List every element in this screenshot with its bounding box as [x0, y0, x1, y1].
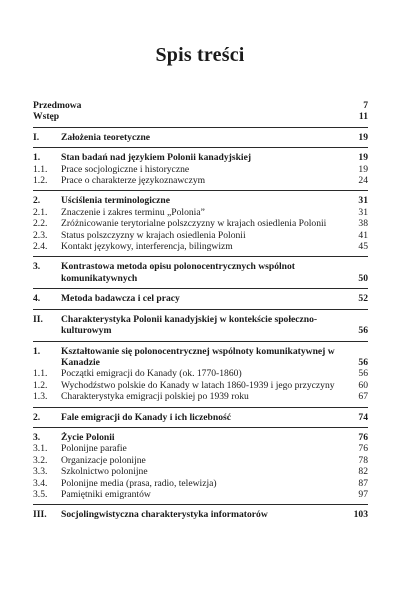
toc-entry-number: 1.1.: [33, 368, 48, 380]
toc-entry-number: 3.: [33, 431, 41, 443]
toc-entry[interactable]: [33, 432, 368, 443]
toc-entry-page: 103: [353, 509, 368, 521]
toc-entry-text: Założenia teoretyczne: [61, 131, 151, 143]
toc-entry[interactable]: [33, 391, 368, 402]
toc-entry-number: 2.: [33, 195, 41, 207]
toc-entry-text: Fale emigracji do Kanady i ich liczebność: [61, 411, 232, 423]
toc-entry-number: III.: [33, 509, 47, 521]
toc-entry-text: Organizacje polonijne: [61, 454, 146, 466]
toc-entry[interactable]: [33, 455, 368, 466]
toc-entry[interactable]: [33, 132, 368, 143]
toc-entry-text: Znaczenie i zakres terminu „Polonia”: [61, 206, 205, 218]
toc-entry[interactable]: [33, 218, 368, 229]
toc-entry-number: 1.2.: [33, 175, 48, 187]
toc-entry-page: 45: [358, 241, 368, 253]
toc-entry-page: 19: [358, 163, 368, 175]
toc-entry[interactable]: [33, 111, 368, 122]
toc-entry-number: 3.5.: [33, 488, 48, 500]
toc-entry-text: Kształtowanie się polonocentrycznej wspólnoty komunikatywnej w Kanadzie: [61, 345, 335, 368]
toc-entry-text: Życie Polonii: [61, 431, 115, 443]
toc-entry-number: 3.4.: [33, 477, 48, 489]
toc-entry-text: Status polszczyzny w krajach osiedlenia Polonii: [61, 229, 246, 241]
toc-entry-text: Prace o charakterze językoznawczym: [61, 175, 206, 187]
toc-entry-number: 2.2.: [33, 218, 48, 230]
toc-entry-number: 4.: [33, 293, 41, 305]
divider: [33, 504, 368, 505]
toc-entry[interactable]: [33, 152, 368, 163]
toc-entry-page: 78: [358, 454, 368, 466]
toc-entry[interactable]: [33, 368, 368, 379]
toc-entry[interactable]: [33, 489, 368, 500]
divider: [33, 190, 368, 191]
toc-entry-number: 3.2.: [33, 454, 48, 466]
toc-entry-text: Pamiętniki emigrantów: [61, 488, 151, 500]
toc-entry-number: 3.1.: [33, 443, 48, 455]
toc-entry-number: I.: [33, 131, 40, 143]
toc-entry-number: II.: [33, 313, 43, 325]
toc-entry-page: 76: [358, 431, 368, 443]
divider: [33, 309, 368, 310]
toc-entry[interactable]: [33, 412, 368, 423]
toc-entry[interactable]: [33, 314, 368, 337]
toc-entry-page: 76: [358, 443, 368, 455]
divider: [33, 256, 368, 257]
divider: [33, 341, 368, 342]
table-of-contents: [33, 100, 368, 521]
divider: [33, 147, 368, 148]
toc-entry-number: 1.: [33, 152, 41, 164]
toc-entry-page: 67: [358, 391, 368, 403]
page-title: Spis treści: [155, 44, 245, 66]
toc-entry-text: Przedmowa: [33, 100, 82, 111]
toc-entry-text: Stan badań nad językiem Polonii kanadyjskiej: [61, 152, 252, 164]
toc-entry-page: 56: [358, 356, 368, 368]
toc-entry-text: Kontrastowa metoda opisu polonocentrycznych wspólnot komunikatywnych: [61, 261, 295, 284]
toc-entry[interactable]: [33, 195, 368, 206]
toc-entry-text: Wstęp: [33, 111, 60, 123]
toc-entry-text: Socjolingwistyczna charakterystyka informatorów: [61, 509, 268, 521]
toc-entry[interactable]: [33, 346, 368, 369]
toc-entry-page: 87: [358, 477, 368, 489]
toc-entry-page: 41: [358, 229, 368, 241]
divider: [33, 427, 368, 428]
toc-entry[interactable]: [33, 100, 368, 111]
toc-entry-number: 1.2.: [33, 379, 48, 391]
toc-entry[interactable]: [33, 478, 368, 489]
toc-entry[interactable]: [33, 164, 368, 175]
toc-entry-page: 82: [358, 466, 368, 478]
toc-entry-text: Szkolnictwo polonijne: [61, 466, 148, 478]
toc-entry[interactable]: [33, 230, 368, 241]
toc-entry[interactable]: [33, 241, 368, 252]
toc-entry-text: Charakterystyka Polonii kanadyjskiej w kontekście społeczno-kulturowym: [61, 313, 318, 337]
toc-entry[interactable]: [33, 261, 368, 284]
toc-entry-text: Prace socjologiczne i historyczne: [61, 163, 190, 175]
toc-entry-page: 24: [358, 175, 368, 187]
toc-entry-page: 97: [358, 488, 368, 500]
toc-entry-number: 3.3.: [33, 466, 48, 478]
toc-entry-number: 2.: [33, 411, 41, 423]
toc-entry-number: 2.1.: [33, 206, 48, 218]
toc-entry-page: 11: [358, 111, 368, 123]
toc-entry-number: 1.: [33, 345, 41, 357]
toc-entry-text: Zróżnicowanie terytorialne polszczyzny w krajach osiedlenia Polonii: [61, 218, 327, 230]
toc-entry-page: 38: [358, 218, 368, 230]
toc-entry-page: 60: [358, 379, 368, 391]
toc-entry-text: Polonijne parafie: [61, 443, 127, 455]
divider: [33, 407, 368, 408]
toc-entry-number: 2.3.: [33, 229, 48, 241]
toc-entry-page: 19: [358, 152, 368, 164]
toc-entry-page: 31: [358, 206, 368, 218]
toc-entry-text: Wychodźstwo polskie do Kanady w latach 1860-1939 i jego przyczyny: [61, 379, 335, 391]
toc-entry-page: 31: [358, 195, 368, 207]
toc-entry-page: 50: [358, 272, 368, 284]
toc-entry-number: 2.4.: [33, 241, 48, 253]
toc-entry-text: Metoda badawcza i cel pracy: [61, 293, 180, 305]
toc-entry[interactable]: [33, 466, 368, 477]
toc-entry-page: 56: [358, 325, 368, 337]
toc-entry[interactable]: [33, 509, 368, 520]
toc-entry-number: 1.1.: [33, 163, 48, 175]
toc-entry[interactable]: [33, 443, 368, 454]
toc-entry[interactable]: [33, 175, 368, 186]
toc-entry-text: Początki emigracji do Kanady (ok. 1770-1860): [61, 368, 242, 380]
toc-entry-text: Uściślenia terminologiczne: [61, 195, 170, 207]
toc-entry[interactable]: [33, 207, 368, 218]
toc-entry-text: Kontakt językowy, interferencja, bilingwizm: [61, 241, 233, 253]
toc-entry-page: 56: [358, 368, 368, 380]
divider: [33, 288, 368, 289]
divider: [33, 127, 368, 128]
toc-entry[interactable]: [33, 293, 368, 304]
toc-entry-number: 1.3.: [33, 391, 48, 403]
toc-entry-page: 19: [358, 131, 368, 143]
toc-entry-page: 7: [363, 100, 368, 111]
toc-entry-text: Charakterystyka emigracji polskiej po 1939 roku: [61, 391, 249, 403]
toc-entry-text: Polonijne media (prasa, radio, telewizja): [61, 477, 217, 489]
toc-entry-page: 52: [358, 293, 368, 305]
toc-entry-number: 3.: [33, 261, 41, 273]
toc-entry[interactable]: [33, 380, 368, 391]
toc-entry-page: 74: [358, 411, 368, 423]
